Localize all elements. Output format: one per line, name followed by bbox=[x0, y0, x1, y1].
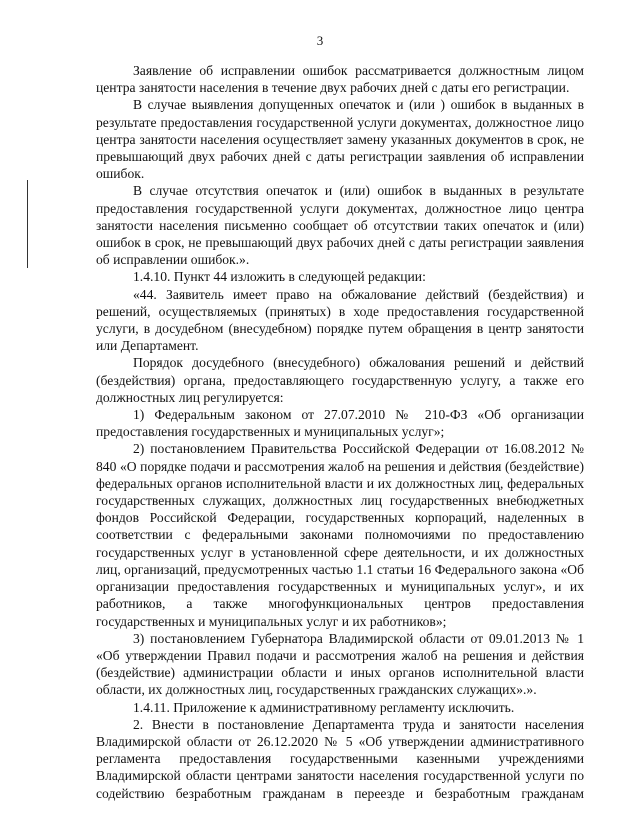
paragraph-errors-found: В случае выявления допущенных опечаток и (или ) ошибок в выданных в результате предоставления государственной услуги документах, должностное лицо центра занятости населения осуществляет замену указанных документов в срок, не превышающий двух рабочих дней с даты регистрации заявления об исправлении ошибок. bbox=[96, 97, 584, 182]
page-number: 3 bbox=[316, 33, 324, 48]
paragraph-item-1-4-10: 1.4.10. Пункт 44 изложить в следующей редакции: bbox=[133, 269, 426, 285]
paragraph-no-errors: В случае отсутствия опечаток и (или) ошибок в выданных в результате предоставления государственной услуги документах, должностное лицо центра занятости населения письменно сообщает об отсутствии таких опечаток и (или) ошибок в срок, не превышающий двух рабочих дней с даты регистрации заявления об исправлении ошибок.». bbox=[96, 183, 584, 268]
document-body bbox=[96, 62, 584, 802]
list-item-governor-decree: 3) постановлением Губернатора Владимирской области от 09.01.2013 № 1 «Об утверждении Правил подачи и рассмотрения жалоб на решения и действия (бездействие) администрации области и иных органов исполнительной власти области, их должностных лиц, государственных гражданских служащих».». bbox=[96, 630, 584, 698]
paragraph-point-44: «44. Заявитель имеет право на обжалование действий (бездействия) и решений, осуществляемых (принятых) в ходе предоставления государственной услуги, в досудебном (внесудебном) порядке путем обращения в центр занятости или Департамент. bbox=[96, 286, 584, 354]
paragraph-appeal-procedure: Порядок досудебного (внесудебного) обжалования решений и действий (бездействия) органа, предоставляющего государственную услугу, а также его должностных лиц регулируется: bbox=[96, 355, 584, 405]
paragraph-item-1-4-11: 1.4.11. Приложение к административному регламенту исключить. bbox=[133, 699, 515, 715]
list-item-federal-law: 1) Федеральным законом от 27.07.2010 № 210-ФЗ «Об организации предоставления государственных и муниципальных услуг»; bbox=[96, 407, 584, 440]
paragraph-item-2: 2. Внести в постановление Департамента труда и занятости населения Владимирской области от 26.12.2020 № 5 «Об утверждении административного регламента предоставления государственными казенными учреждениями Владимирской области центрами занятости населения государственной услуги по содействию безработным гражданам в переезде и безработным гражданам bbox=[96, 716, 584, 801]
list-item-government-decree: 2) постановлением Правительства Российской Федерации от 16.08.2012 № 840 «О порядке подачи и рассмотрения жалоб на решения и действия (бездействие) федеральных органов исполнительной власти и их должностных лиц, федеральных государственных служащих, должностных лиц государственных внебюджетных фондов Российской Федерации, государственных корпораций, наделенных в соответствии с федеральными законами полномочиями по предоставлению государственных услуг в установленной сфере деятельности, и их должностных лиц, организаций, предусмотренных частью 1.1 статьи 16 Федерального закона «Об организации предоставления государственных и муниципальных услуг», и их работников, а также многофункциональных центров предоставления государственных и муниципальных услуг и их работников»; bbox=[96, 441, 584, 629]
paragraph-review-period: Заявление об исправлении ошибок рассматривается должностным лицом центра занятости населения в течение двух рабочих дней с даты его регистрации. bbox=[96, 63, 584, 96]
revision-margin-line bbox=[27, 180, 28, 268]
